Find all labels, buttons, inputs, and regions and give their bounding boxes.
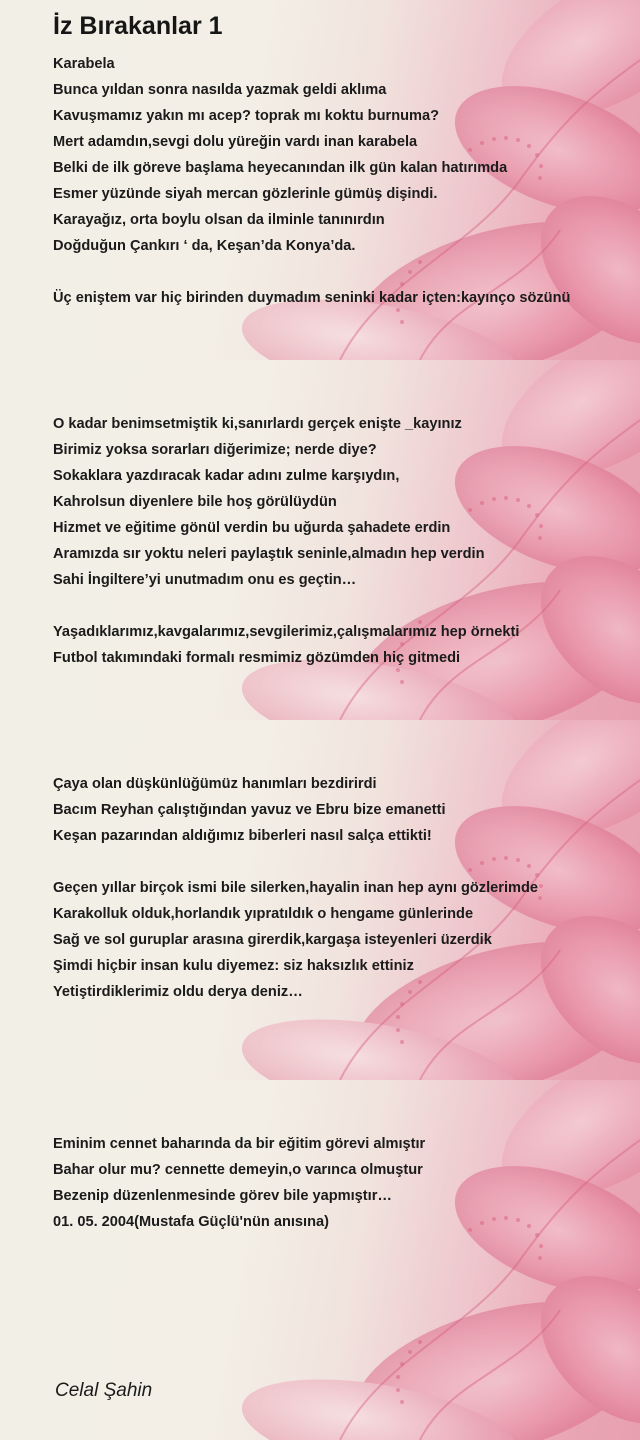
poem-line: Belki de ilk göreve başlama heyecanından ilk gün kalan hatırımda xyxy=(53,160,508,176)
poem-line: Bacım Reyhan çalıştığından yavuz ve Ebru bize emanetti xyxy=(53,802,446,818)
poem-line: Geçen yıllar birçok ismi bile silerken,hayalin inan hep aynı gözlerimde xyxy=(53,880,539,896)
poem-line: Hizmet ve eğitime gönül verdin bu uğurda şahadete erdin xyxy=(53,520,451,536)
poem-title: İz Bırakanlar 1 xyxy=(53,12,223,40)
poem-author: Celal Şahin xyxy=(55,1380,153,1401)
poem-line: Sokaklara yazdıracak kadar adını zulme karşıydın, xyxy=(53,468,400,484)
poem-line: Yaşadıklarımız,kavgalarımız,sevgilerimiz,çalışmalarımız hep örnekti xyxy=(53,624,520,640)
poem-line: Doğduğun Çankırı ‘ da, Keşan’da Konya’da. xyxy=(53,238,356,254)
poem-line: Sahi İngiltere’yi unutmadım onu es geçtin… xyxy=(53,572,357,588)
poem-line: Futbol takımındaki formalı resmimiz gözümden hiç gitmedi xyxy=(53,650,461,666)
poem-line: Eminim cennet baharında da bir eğitim görevi almıştır xyxy=(53,1136,426,1152)
poem-line: Kavuşmamız yakın mı acep? toprak mı koktu burnuma? xyxy=(53,108,440,124)
poem-line: Birimiz yoksa sorarları diğerimize; nerde diye? xyxy=(53,442,377,458)
poem-line: Sağ ve sol guruplar arasına girerdik,kargaşa isteyenleri üzerdik xyxy=(53,932,492,948)
poem-line: Çaya olan düşkünlüğümüz hanımları bezdirirdi xyxy=(53,776,377,792)
poem-stanza xyxy=(53,619,519,671)
poem-line: Kahrolsun diyenlere bile hoş görülüydün xyxy=(53,494,337,510)
poem-line: Bahar olur mu? cennette demeyin,o varınca olmuştur xyxy=(53,1162,423,1178)
poem-line: Şimdi hiçbir insan kulu diyemez: siz haksızlık ettiniz xyxy=(53,958,414,974)
poem-line: O kadar benimsetmiştik ki,sanırlardı gerçek enişte _kayınız xyxy=(53,416,462,432)
poem-line: Keşan pazarından aldığımız biberleri nasıl salça ettikti! xyxy=(53,828,432,844)
poem-stanza xyxy=(53,411,484,593)
poem-line: Aramızda sır yoktu neleri paylaştık seninle,almadın hep verdin xyxy=(53,546,485,562)
poem-stanza xyxy=(53,875,538,1005)
poem-stanza xyxy=(53,771,446,849)
poem-line: Bunca yıldan sonra nasılda yazmak geldi aklıma xyxy=(53,82,387,98)
poem-line: Karabela xyxy=(53,56,115,72)
poem-line: Mert adamdın,sevgi dolu yüreğin vardı inan karabela xyxy=(53,134,418,150)
poem-stanza xyxy=(53,51,507,259)
poem-line: Esmer yüzünde siyah mercan gözlerinle gümüş dişindi. xyxy=(53,186,438,202)
poem-line: Bezenip düzenlenmesinde görev bile yapmıştır… xyxy=(53,1188,392,1204)
poem-line: 01. 05. 2004(Mustafa Güçlü'nün anısına) xyxy=(53,1214,329,1230)
poem-stanza xyxy=(53,285,570,311)
poem-line: Karayağız, orta boylu olsan da ilminle tanınırdın xyxy=(53,212,385,228)
poem-line: Yetiştirdiklerimiz oldu derya deniz… xyxy=(53,984,303,1000)
poem-stanza xyxy=(53,1131,425,1235)
poem-line: Üç eniştem var hiç birinden duymadım seninki kadar içten:kayınço sözünü xyxy=(53,290,571,306)
poem-line: Karakolluk olduk,horlandık yıpratıldık o hengame günlerinde xyxy=(53,906,474,922)
